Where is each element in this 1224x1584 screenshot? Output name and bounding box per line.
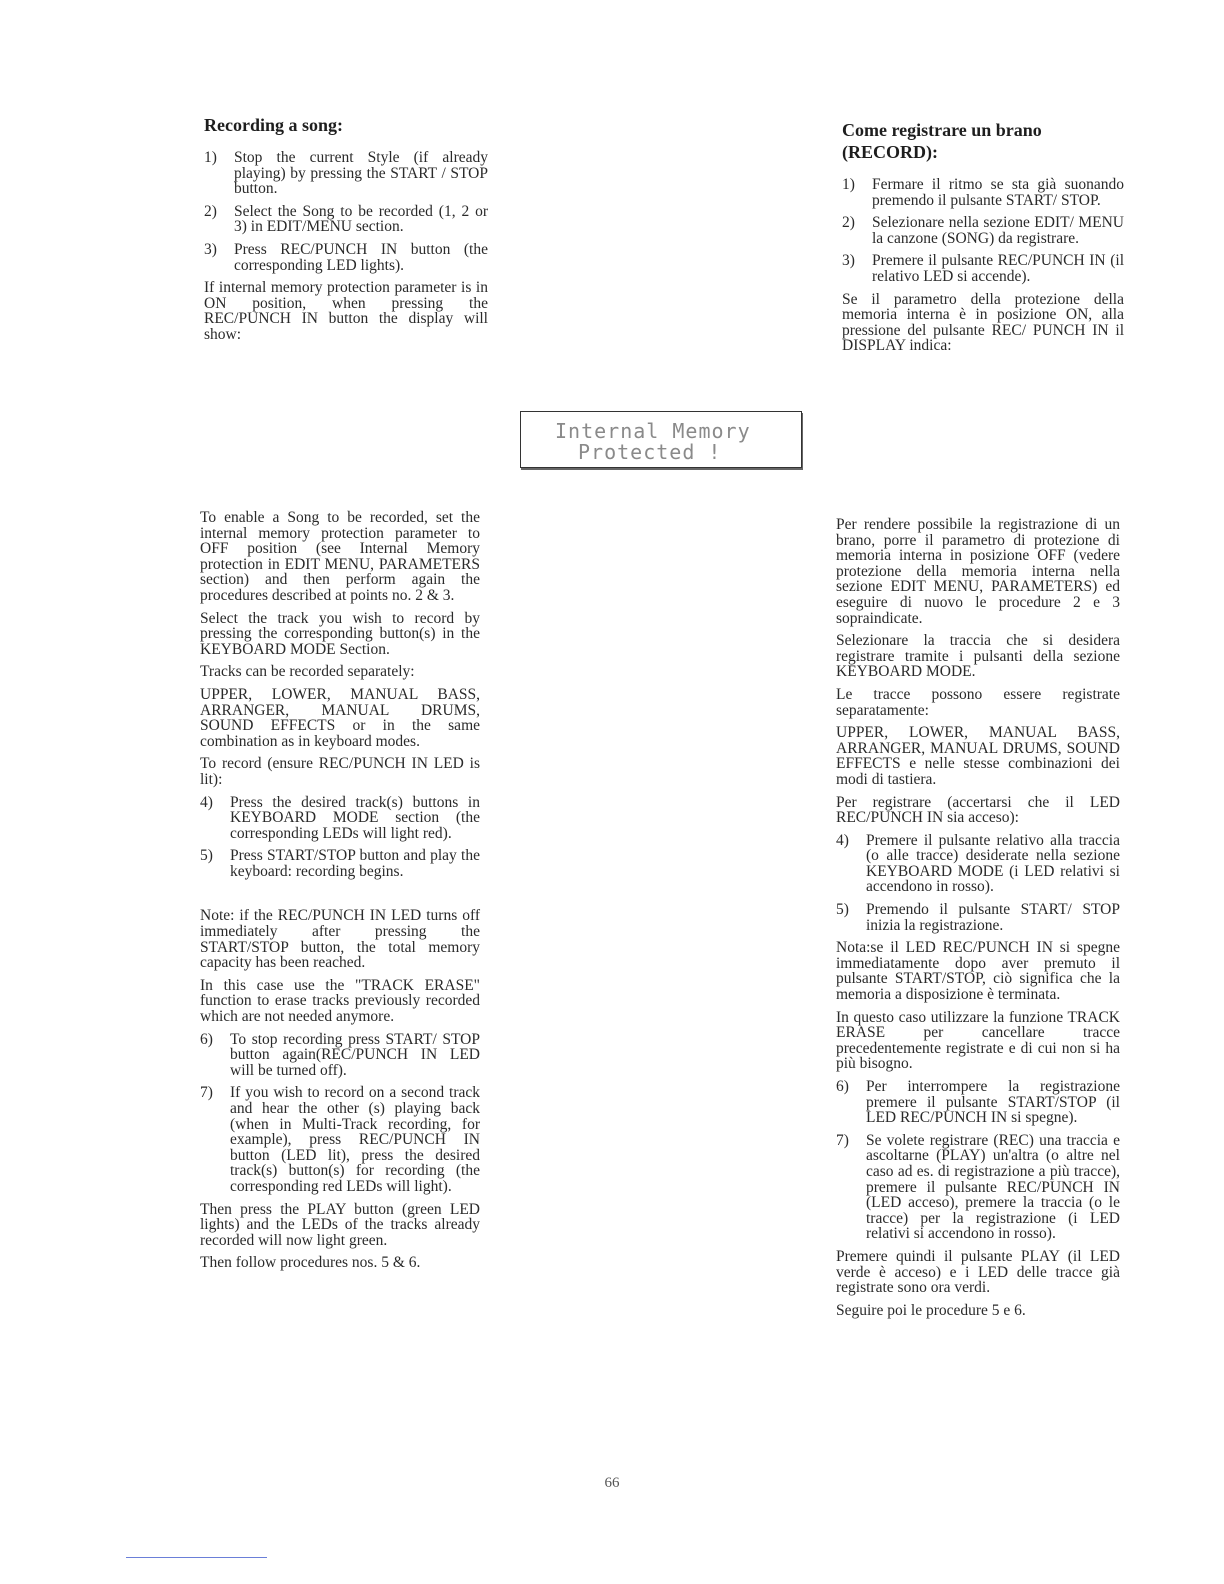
section-heading bbox=[842, 119, 1124, 163]
paragraph: To enable a Song to be recorded, set the internal memory protection parameter to OFF position (see Internal Memory protection in EDIT MENU, PARAMETERS section) and then perform again the procedures described at points no. 2 & 3. bbox=[200, 509, 480, 604]
step-text: Se volete registrare (REC) una traccia e ascoltarne (PLAY) un'altra (o altre nel caso ad es. di registrazione a più tracce), premere il pulsante REC/PUNCH IN (LED acceso), premere la traccia (o le tracce) per la registrazione (i LED relativi si accendono in rosso). bbox=[866, 1131, 1120, 1243]
lcd-line-1: Internal Memory bbox=[555, 419, 751, 443]
step-text: Fermare il ritmo se sta già suonando premendo il pulsante START/ STOP. bbox=[872, 176, 1124, 209]
footnote-divider bbox=[126, 1557, 267, 1558]
step-number: 2) bbox=[842, 214, 855, 232]
list-item bbox=[836, 1133, 1120, 1242]
paragraph: To record (ensure REC/PUNCH IN LED is lit): bbox=[200, 755, 480, 788]
step-number: 3) bbox=[204, 240, 217, 258]
paragraph: Le tracce possono essere registrate separatamente: bbox=[836, 685, 1120, 719]
list-item bbox=[200, 1085, 480, 1194]
list-item bbox=[204, 242, 488, 273]
step-text: Press REC/PUNCH IN button (the corresponding LED lights). bbox=[234, 240, 488, 274]
section-heading: Recording a song: bbox=[204, 115, 343, 135]
step-text: Select the Song to be recorded (1, 2 or 3) in EDIT/MENU section. bbox=[234, 202, 488, 236]
paragraph: In this case use the "TRACK ERASE" function to erase tracks previously recorded which are not needed anymore. bbox=[200, 976, 480, 1026]
paragraph: Tracks can be recorded separately: bbox=[200, 663, 415, 681]
paragraph: Select the track you wish to record by pressing the corresponding button(s) in the KEYBOARD MODE Section. bbox=[200, 609, 480, 658]
step-number: 7) bbox=[836, 1131, 849, 1149]
step-number: 2) bbox=[204, 202, 217, 220]
step-text: Premere il pulsante REC/PUNCH IN (il relativo LED si accende). bbox=[872, 252, 1124, 285]
step-number: 6) bbox=[200, 1030, 213, 1048]
paragraph: Se il parametro della protezione della memoria interna è in posizione ON, alla pressione del pulsante REC/ PUNCH IN il DISPLAY indica: bbox=[842, 290, 1124, 355]
list-item bbox=[836, 1079, 1120, 1126]
list-item bbox=[200, 1032, 480, 1079]
paragraph: UPPER, LOWER, MANUAL BASS, ARRANGER, MANUAL DRUMS, SOUND EFFECTS e nelle stesse combinazioni dei modi di tastiera. bbox=[836, 724, 1120, 788]
paragraph: If internal memory protection parameter is in ON position, when pressing the REC/PUNCH IN button the display will show: bbox=[204, 279, 488, 343]
step-number: 4) bbox=[836, 831, 849, 849]
step-number: 5) bbox=[200, 847, 213, 865]
lcd-display bbox=[520, 411, 802, 468]
step-text: Per interrompere la registrazione premere il pulsante START/STOP (il LED REC/PUNCH IN si spegne). bbox=[866, 1078, 1120, 1127]
list-item bbox=[842, 177, 1124, 208]
english-column-bottom bbox=[200, 510, 480, 1278]
english-column-top bbox=[204, 114, 488, 350]
section-heading-line: (RECORD): bbox=[842, 142, 938, 162]
paragraph: Seguire poi le procedure 5 e 6. bbox=[836, 1301, 1026, 1319]
list-item bbox=[836, 902, 1120, 933]
list-item bbox=[842, 253, 1124, 284]
paragraph: Nota:se il LED REC/PUNCH IN si spegne immediatamente dopo aver premuto il pulsante START/STOP, ciò significa che la memoria a disposizione è terminata. bbox=[836, 939, 1120, 1004]
paragraph: Note: if the REC/PUNCH IN LED turns off immediately after pressing the START/STOP button, the total memory capacity has been reached. bbox=[200, 907, 480, 972]
step-text: If you wish to record on a second track and hear the other (s) playing back (when in Multi-Track recording, for example), press REC/PUNCH IN button (LED lit), press the desired track(s) button(s) for recording (the corresponding red LEDs will light). bbox=[230, 1084, 480, 1195]
list-item bbox=[204, 204, 488, 235]
list-item bbox=[204, 150, 488, 197]
paragraph: In questo caso utilizzare la funzione TRACK ERASE per cancellare tracce precedentemente registrate e di cui non si ha più bisogno. bbox=[836, 1008, 1120, 1073]
spacer bbox=[200, 886, 480, 908]
paragraph: UPPER, LOWER, MANUAL BASS, ARRANGER, MANUAL DRUMS, SOUND EFFECTS or in the same combination as in keyboard modes. bbox=[200, 685, 480, 750]
list-item bbox=[200, 795, 480, 842]
step-text: Premendo il pulsante START/ STOP inizia la registrazione. bbox=[866, 901, 1120, 934]
step-number: 1) bbox=[842, 176, 855, 193]
step-number: 7) bbox=[200, 1084, 213, 1102]
step-text: Stop the current Style (if already playing) by pressing the START / STOP button. bbox=[234, 149, 488, 198]
lcd-line-2: Protected ! bbox=[578, 440, 722, 464]
paragraph: Then follow procedures nos. 5 & 6. bbox=[200, 1254, 421, 1272]
step-number: 5) bbox=[836, 901, 849, 919]
paragraph: Premere quindi il pulsante PLAY (il LED verde è acceso) e i LED delle tracce già registrate sono ora verdi. bbox=[836, 1247, 1120, 1297]
paragraph: Then press the PLAY button (green LED lights) and the LEDs of the tracks already recorded will now light green. bbox=[200, 1200, 480, 1249]
paragraph: Per rendere possibile la registrazione di un brano, porre il parametro di protezione di memoria interna in posizione OFF (vedere protezione della memoria interna nella sezione EDIT MENU, PARAMETERS) ed eseguire di nuovo le procedure 2 e 3 sopraindicate. bbox=[836, 516, 1120, 627]
step-number: 1) bbox=[204, 149, 217, 166]
list-item bbox=[200, 848, 480, 879]
italian-column-bottom bbox=[836, 517, 1120, 1325]
step-number: 6) bbox=[836, 1078, 849, 1095]
list-item bbox=[842, 215, 1124, 246]
step-number: 4) bbox=[200, 793, 213, 811]
paragraph: Per registrare (accertarsi che il LED REC/PUNCH IN sia acceso): bbox=[836, 793, 1120, 827]
paragraph: Selezionare la traccia che si desidera registrare tramite i pulsanti della sezione KEYBOARD MODE. bbox=[836, 632, 1120, 681]
section-heading-line: Come registrare un brano bbox=[842, 120, 1042, 140]
step-text: To stop recording press START/ STOP button again(REC/PUNCH IN LED will be turned off). bbox=[230, 1030, 480, 1079]
step-text: Selezionare nella sezione EDIT/ MENU la canzone (SONG) da registrare. bbox=[872, 214, 1124, 247]
step-text: Press START/STOP button and play the keyboard: recording begins. bbox=[230, 847, 480, 880]
step-text: Premere il pulsante relativo alla traccia (o alle tracce) desiderate nella sezione KEYBOARD MODE (i LED relativi si accendono in rosso). bbox=[866, 831, 1120, 896]
italian-column-top bbox=[842, 119, 1124, 361]
list-item bbox=[836, 833, 1120, 895]
step-number: 3) bbox=[842, 252, 855, 270]
step-text: Press the desired track(s) buttons in KEYBOARD MODE section (the corresponding LEDs will light red). bbox=[230, 793, 480, 842]
page-number: 66 bbox=[604, 1475, 620, 1491]
